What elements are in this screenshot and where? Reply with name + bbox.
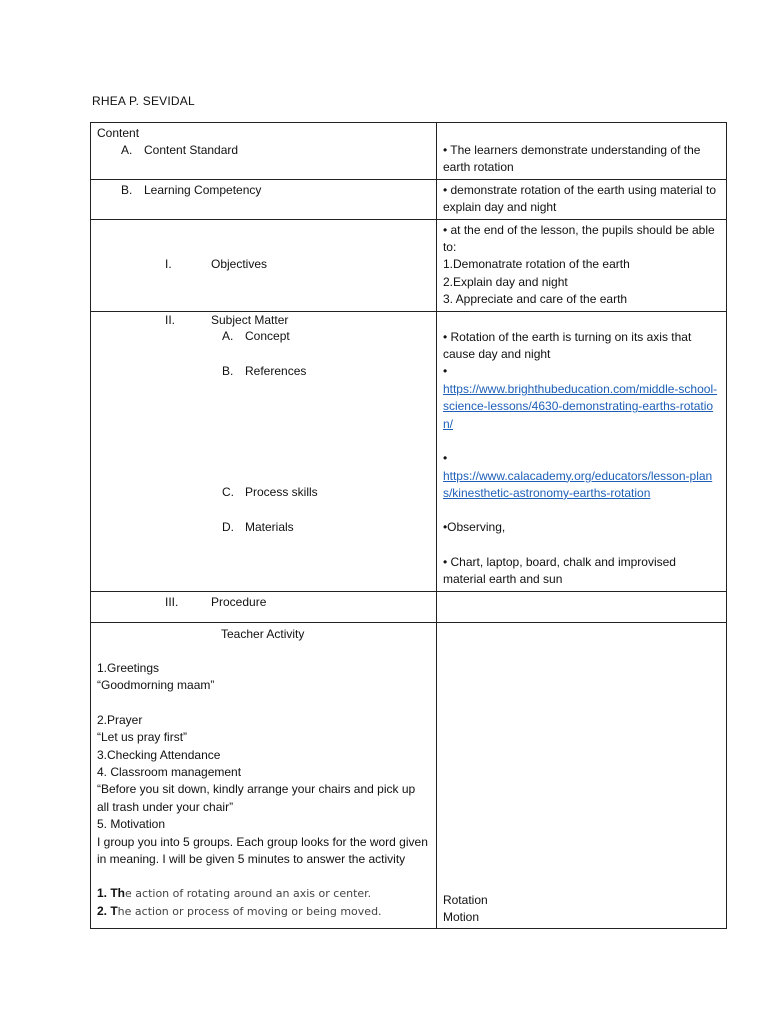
classroom-item: 4. Classroom management	[97, 764, 242, 779]
letter-d-materials: D.	[222, 519, 234, 534]
greetings-item: 1.Greetings	[97, 660, 160, 675]
lesson-plan-table	[90, 122, 727, 929]
motivation-item: 5. Motivation	[97, 817, 166, 832]
numeral-i: I.	[165, 256, 172, 271]
content-standard-label: Content Standard	[144, 143, 239, 157]
process-skills-text: •Observing,	[442, 520, 506, 535]
cell-procedure	[436, 591, 726, 622]
objectives-intro: • at the end of the lesson, the pupils should be able to:	[442, 222, 715, 255]
learning-competency-label: Learning Competency	[144, 182, 262, 197]
reference-bullet-2: •	[442, 451, 448, 466]
cell-content-standard	[436, 123, 726, 180]
letter-b: B.	[121, 182, 133, 197]
reference-link-2[interactable]: https://www.calacademy.org/educators/lesson-plans/kinesthetic-astronomy-earths-rotation	[442, 468, 713, 500]
question-2	[97, 903, 430, 920]
letter-a-concept: A.	[222, 328, 234, 343]
cell-objectives	[436, 219, 726, 311]
row-content-standard	[91, 123, 727, 180]
materials-label: Materials	[245, 519, 294, 534]
concept-text: • Rotation of the earth is turning on its axis that cause day and night	[442, 329, 692, 362]
row-subject-matter	[91, 311, 727, 591]
cell-answers	[436, 622, 726, 928]
row-learning-competency	[91, 179, 727, 219]
attendance-item: 3.Checking Attendance	[97, 747, 221, 762]
author-name: RHEA P. SEVIDAL	[92, 94, 195, 108]
cell-teacher-activity	[91, 622, 437, 928]
numeral-ii: II.	[165, 312, 176, 327]
letter-b-references: B.	[222, 363, 234, 378]
row-teacher-activity	[91, 622, 727, 928]
cell-procedure-label	[91, 591, 437, 622]
numeral-iii: III.	[165, 594, 179, 609]
row-procedure	[91, 591, 727, 622]
cell-subject-matter	[436, 311, 726, 591]
prayer-quote: “Let us pray first”	[97, 730, 188, 745]
question-1	[97, 885, 430, 902]
reference-link-1[interactable]: https://www.brighthubeducation.com/middle-school-science-lessons/4630-demonstrating-earths-rotation/	[442, 381, 718, 431]
objective-1: 1.Demonatrate rotation of the earth	[442, 257, 630, 272]
question-2-number: 2. T	[97, 903, 118, 918]
classroom-quote: “Before you sit down, kindly arrange your chairs and pick up all trash under your chair”	[97, 782, 416, 814]
question-1-number: 1. Th	[97, 886, 126, 901]
teacher-activity-heading: Teacher Activity	[221, 626, 305, 641]
row-objectives	[91, 219, 727, 311]
cell-competency	[436, 179, 726, 219]
answer-2: Motion	[442, 910, 479, 925]
materials-text: • Chart, laptop, board, chalk and improvised material earth and sun	[442, 554, 676, 587]
question-2-text: he action or process of moving or being moved.	[117, 904, 382, 918]
objectives-label: Objectives	[211, 256, 268, 271]
cell-content-label	[91, 123, 437, 180]
reference-bullet-1: •	[442, 364, 448, 379]
prayer-item: 2.Prayer	[97, 712, 143, 727]
subject-matter-label: Subject Matter	[211, 312, 289, 327]
cell-competency-label	[91, 179, 437, 219]
letter-c-process: C.	[222, 484, 234, 499]
competency-text: • demonstrate rotation of the earth using material to explain day and night	[442, 182, 716, 215]
procedure-label: Procedure	[211, 594, 267, 609]
letter-a: A.	[121, 143, 133, 157]
objective-2: 2.Explain day and night	[442, 274, 568, 289]
content-standard-text: • The learners demonstrate understanding of the earth rotation	[442, 143, 701, 175]
concept-label: Concept	[245, 328, 290, 343]
greetings-quote: “Goodmorning maam”	[97, 678, 215, 693]
motivation-text: I group you into 5 groups. Each group looks for the word given in meaning. I will be given 5 minutes to answer the activity	[97, 834, 428, 866]
cell-objectives-label	[91, 219, 437, 311]
cell-subject-matter-label	[91, 311, 437, 591]
objective-3: 3. Appreciate and care of the earth	[442, 292, 628, 307]
question-1-text: e action of rotating around an axis or center.	[125, 887, 372, 901]
answer-1: Rotation	[442, 892, 488, 907]
content-heading: Content	[97, 126, 140, 140]
process-skills-label: Process skills	[245, 484, 318, 499]
references-label: References	[245, 363, 307, 378]
